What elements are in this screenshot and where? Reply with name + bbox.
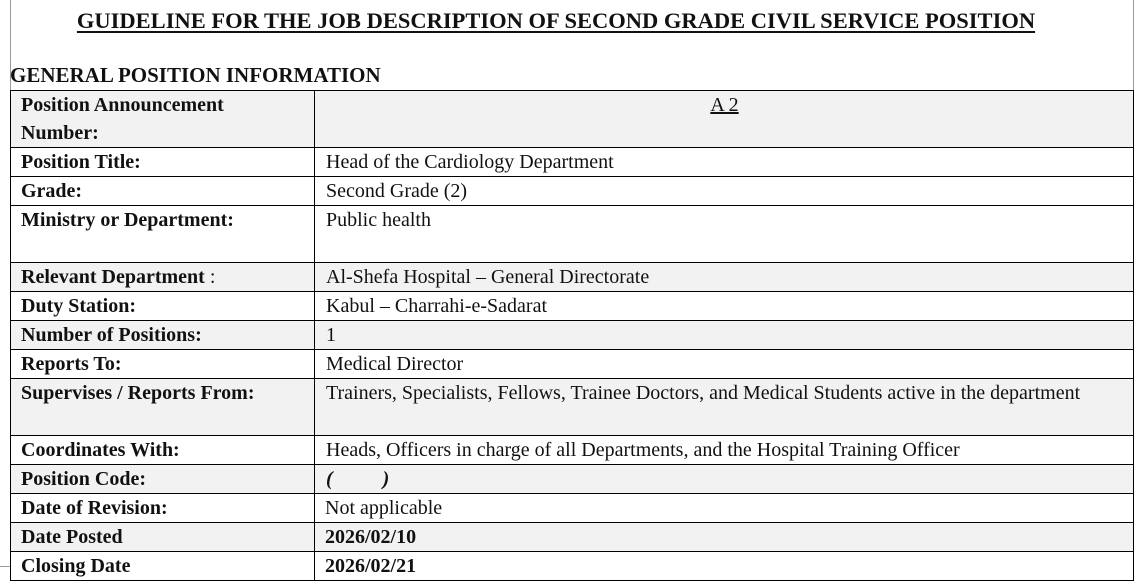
value-announcement-number <box>315 91 1134 148</box>
position-info-table <box>10 90 1134 581</box>
value-supervises: Trainers, Specialists, Fellows, Trainee Doctors, and Medical Students active in the department <box>315 379 1134 436</box>
label-closing-date: Closing Date <box>11 552 315 581</box>
value-grade: Second Grade (2) <box>315 177 1134 206</box>
table-row-date-of-revision <box>11 494 1134 523</box>
label-supervises: Supervises / Reports From: <box>11 379 315 436</box>
table-row-date-posted <box>11 523 1134 552</box>
label-position-title: Position Title: <box>11 148 315 177</box>
value-reports-to: Medical Director <box>315 350 1134 379</box>
value-closing-date: 2026/02/21 <box>315 552 1134 581</box>
label-reports-to: Reports To: <box>11 350 315 379</box>
value-position-code: ( ) <box>315 465 1134 494</box>
value-date-posted: 2026/02/10 <box>315 523 1134 552</box>
label-ministry: Ministry or Department: <box>11 206 315 263</box>
table-row-supervises <box>11 379 1134 436</box>
announcement-number-text: A 2 <box>710 94 739 116</box>
label-coordinates-with: Coordinates With: <box>11 436 315 465</box>
label-date-posted: Date Posted <box>11 523 315 552</box>
page-corner-mark <box>0 566 10 567</box>
label-relevant-department <box>11 263 315 292</box>
label-duty-station: Duty Station: <box>11 292 315 321</box>
value-position-title: Head of the Cardiology Department <box>315 148 1134 177</box>
document-title: GUIDELINE FOR THE JOB DESCRIPTION OF SECOND GRADE CIVIL SERVICE POSITION <box>76 8 1036 33</box>
table-row-duty-station <box>11 292 1134 321</box>
label-number-of-positions: Number of Positions: <box>11 321 315 350</box>
value-date-of-revision: Not applicable <box>315 494 1134 523</box>
table-row-relevant-department <box>11 263 1134 292</box>
value-duty-station: Kabul – Charrahi-e-Sadarat <box>315 292 1134 321</box>
relevant-department-label-text: Relevant Department <box>21 266 205 288</box>
label-date-of-revision: Date of Revision: <box>11 494 315 523</box>
section-heading: GENERAL POSITION INFORMATION <box>10 63 381 87</box>
table-row-position-code <box>11 465 1134 494</box>
table-row-announcement-number <box>11 91 1134 148</box>
label-grade: Grade: <box>11 177 315 206</box>
table-row-position-title <box>11 148 1134 177</box>
value-coordinates-with: Heads, Officers in charge of all Departments, and the Hospital Training Officer <box>315 436 1134 465</box>
value-number-of-positions: 1 <box>315 321 1134 350</box>
value-relevant-department: Al-Shefa Hospital – General Directorate <box>315 263 1134 292</box>
label-announcement-number: Position Announcement Number: <box>11 91 315 148</box>
value-ministry: Public health <box>315 206 1134 263</box>
table-row-reports-to <box>11 350 1134 379</box>
label-position-code: Position Code: <box>11 465 315 494</box>
table-row-grade <box>11 177 1134 206</box>
table-row-coordinates-with <box>11 436 1134 465</box>
table-row-number-of-positions <box>11 321 1134 350</box>
table-row-ministry <box>11 206 1134 263</box>
relevant-department-label-suffix: : <box>204 266 216 288</box>
table-row-closing-date <box>11 552 1134 581</box>
